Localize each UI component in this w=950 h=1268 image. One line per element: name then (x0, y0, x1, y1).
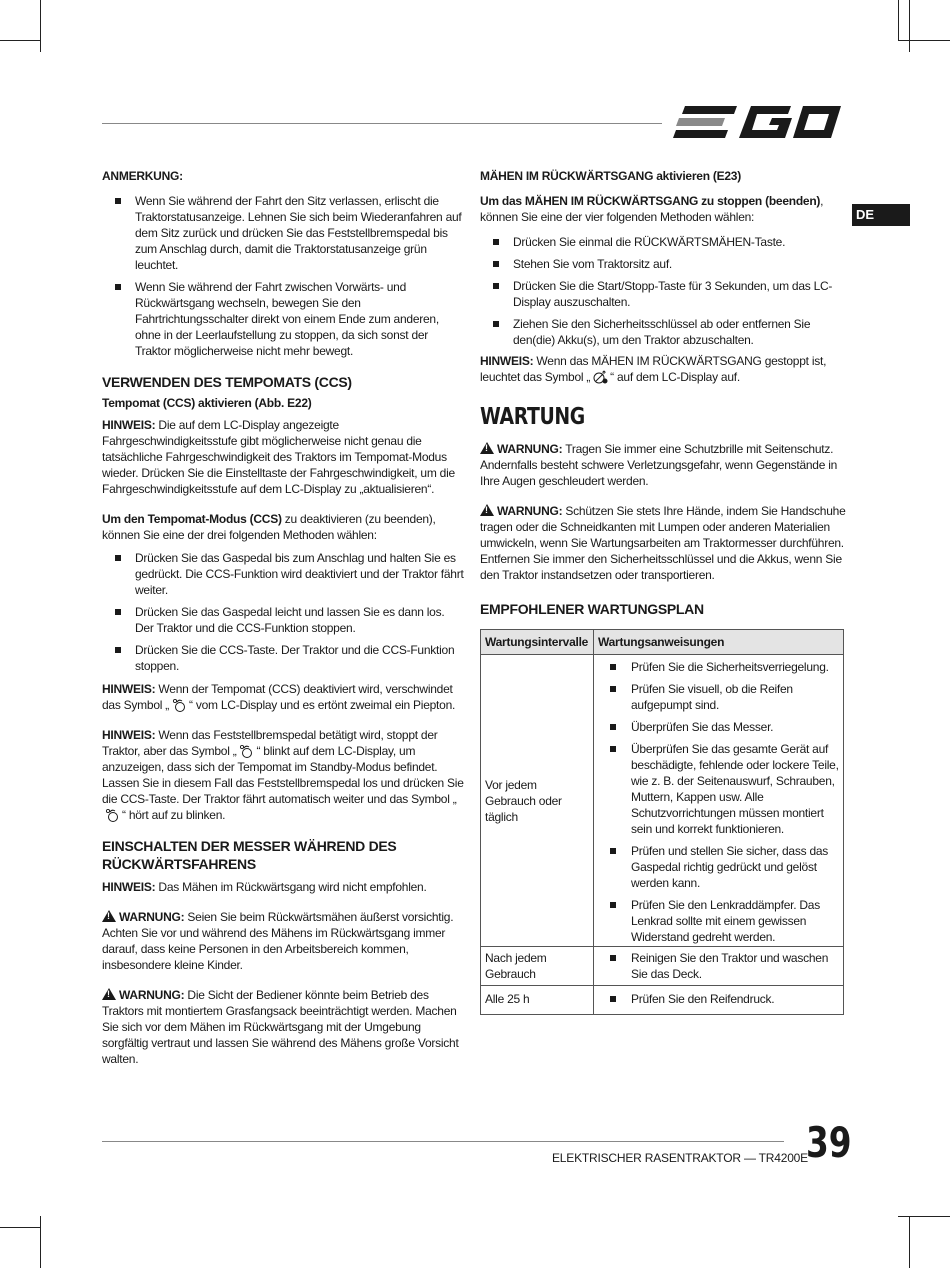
table-row (481, 655, 844, 947)
table-header-row (481, 630, 844, 655)
list-item: Wenn Sie während der Fahrt den Sitz verlassen, erlischt die Traktorstatusanzeige. Lehnen Sie sich beim Wiederanfahren auf dem Sitz zurück und drücken Sie das Feststellbremspedal bis zum Anschlag durch, damit die Traktorstatusanzeige grün leuchtet. (102, 193, 466, 273)
list-item: Prüfen Sie visuell, ob die Reifen aufgepumpt sind. (598, 681, 839, 713)
warning-paragraph (102, 909, 466, 973)
crop-mark (40, 1216, 41, 1268)
warning-label: WARNUNG: (119, 910, 185, 924)
blades-heading (102, 837, 466, 873)
deactivate-text: zu deaktivieren (zu beenden), können Sie eine der drei folgenden Methoden wählen: (102, 512, 436, 542)
hint-label: HINWEIS: (480, 354, 534, 368)
warning-paragraph (102, 987, 466, 1067)
deactivate-list (102, 550, 466, 674)
cruise-control-icon (236, 744, 256, 758)
hint-paragraph (102, 879, 466, 895)
stop-paragraph (480, 193, 846, 225)
interval-cell: Vor jedem Gebrauch oder täglich (481, 655, 594, 947)
list-item: Wenn Sie während der Fahrt zwischen Vorwärts- und Rückwärtsgang wechseln, bewegen Sie den Fahrtrichtungsschalter direkt von einem Ende zum anderen, ohne in der Leerlaufstellung zu stoppen, da sich sonst der Traktor möglicherweise nicht mehr bewegt. (102, 279, 466, 359)
hint-label: HINWEIS: (102, 728, 156, 742)
hint-text: Wenn das MÄHEN IM RÜCKWÄRTSGANG gestoppt ist, leuchtet das Symbol „ (480, 354, 827, 384)
stop-bold: Um das MÄHEN IM RÜCKWÄRTSGANG zu stoppen (beenden) (480, 194, 821, 208)
left-column (102, 168, 466, 1067)
list-item: Stehen Sie vom Traktorsitz auf. (480, 256, 846, 272)
crop-mark (0, 40, 40, 41)
hint-text: Wenn das Feststellbremspedal betätigt wird, stoppt der Traktor, aber das Symbol „ (102, 728, 438, 758)
deactivate-bold: Um den Tempomat-Modus (CCS) (102, 512, 282, 526)
warning-text: Die Sicht der Bediener könnte beim Betrieb des Traktors mit montiertem Grasfangsack beeinträchtigt werden. Machen Sie sich vor dem Mähen im Rückwärtsgang mit der Umgebung sorgfältig vertraut und lassen Sie während des Mähens große Vorsicht walten. (102, 988, 459, 1066)
stop-text: , können Sie eine der vier folgenden Methoden wählen: (480, 194, 824, 224)
crop-mark (909, 1216, 910, 1268)
instructions-list (598, 991, 839, 1007)
list-item: Prüfen Sie den Reifendruck. (598, 991, 839, 1007)
crop-mark (0, 1227, 40, 1228)
header-rule (102, 123, 662, 124)
crop-mark (898, 40, 950, 41)
hint-paragraph (480, 353, 846, 385)
note-heading: ANMERKUNG: (102, 169, 183, 183)
table-row (481, 986, 844, 1015)
deactivate-paragraph (102, 511, 466, 543)
cruise-control-icon (102, 808, 122, 822)
plan-heading: EMPFOHLENER WARTUNGSPLAN (480, 601, 704, 617)
warning-text: Tragen Sie immer eine Schutzbrille mit Seitenschutz. Andernfalls besteht schwere Verletzungsgefahr, wenn Gegenstände in Ihre Augen geschleudert werden. (480, 442, 838, 488)
table-header-cell: Wartungsanweisungen (594, 630, 844, 655)
list-item: Drücken Sie einmal die RÜCKWÄRTSMÄHEN-Taste. (480, 234, 846, 250)
interval-cell: Nach jedem Gebrauch (481, 947, 594, 986)
page-number: 39 (806, 1118, 852, 1167)
list-item: Drücken Sie das Gaspedal leicht und lassen Sie es dann los. Der Traktor und die CCS-Funktion stoppen. (102, 604, 466, 636)
warning-text: Seien Sie beim Rückwärtsmähen äußerst vorsichtig. Achten Sie vor und während des Mähens im Rückwärtsgang immer darauf, dass keine Personen in den Arbeitsbereich kommen, insbesondere kleine Kinder. (102, 910, 454, 972)
warning-label: WARNUNG: (497, 504, 563, 518)
hint-paragraph (102, 681, 466, 713)
warning-paragraph (480, 503, 846, 583)
instructions-cell (594, 986, 844, 1015)
hint-label: HINWEIS: (102, 682, 156, 696)
reverse-heading: MÄHEN IM RÜCKWÄRTSGANG aktivieren (E23) (480, 169, 741, 183)
list-item: Prüfen Sie die Sicherheitsverriegelung. (598, 659, 839, 675)
maintenance-table (480, 629, 844, 1015)
list-item: Reinigen Sie den Traktor und waschen Sie das Deck. (598, 950, 839, 982)
hint-text: Die auf dem LC-Display angezeigte Fahrgeschwindigkeitsstufe gibt möglicherweise nicht genau die tatsächliche Fahrgeschwindigkeit des Traktors im Tempomat-Modus wieder. Drücken Sie die Einstelltaste der Fahrgeschwindigkeit, um die Fahrgeschwindigkeitsstufe auf dem LC-Display zu „aktualisieren“. (102, 418, 455, 496)
list-item: Prüfen Sie den Lenkraddämpfer. Das Lenkrad sollte mit einem gewissen Widerstand gedreht werden. (598, 897, 839, 945)
note-list (102, 193, 466, 359)
warning-text: Schützen Sie stets Ihre Hände, indem Sie Handschuhe tragen oder die Schneidkanten mit Lumpen oder anderen Materialien umwickeln, wenn Sie Wartungsarbeiten am Traktormesser durchführen. Entfernen Sie immer den Sicherheitsschlüssel und die Akkus, wenn Sie den Traktor instandsetzen oder transportieren. (480, 504, 846, 582)
crop-mark (898, 0, 899, 40)
list-item: Überprüfen Sie das Messer. (598, 719, 839, 735)
hint-label: HINWEIS: (102, 418, 156, 432)
list-item: Prüfen und stellen Sie sicher, dass das Gaspedal richtig gedrückt und gelöst werden kann. (598, 843, 839, 891)
warning-label: WARNUNG: (497, 442, 563, 456)
table-row (481, 947, 844, 986)
crop-mark (898, 1216, 950, 1217)
warning-triangle-icon (480, 504, 494, 516)
crop-mark (40, 0, 41, 52)
right-column (480, 168, 846, 1015)
footer-rule (102, 1141, 784, 1142)
hint-text: “ vom LC-Display und es ertönt zweimal ein Piepton. (189, 698, 456, 712)
hint-text: Wenn der Tempomat (CCS) deaktiviert wird, verschwindet das Symbol „ (102, 682, 453, 712)
hint-label: HINWEIS: (102, 880, 156, 894)
hint-text: “ blinkt auf dem LC-Display, um anzuzeigen, dass sich der Tempomat im Standby-Modus befindet. Lassen Sie in diesem Fall das Feststellbremspedal los und drücken Sie die CCS-Taste. Der Traktor fährt automatisch weiter und das Symbol „ (102, 744, 464, 806)
list-item: Drücken Sie das Gaspedal bis zum Anschlag und halten Sie es gedrückt. Die CCS-Funktion wird deaktiviert und der Traktor fährt weiter. (102, 550, 466, 598)
reverse-mow-icon (590, 370, 610, 384)
table-header-cell: Wartungsintervalle (481, 630, 594, 655)
instructions-list (598, 950, 839, 982)
interval-cell: Alle 25 h (481, 986, 594, 1015)
blades-heading-line: RÜCKWÄRTSFAHRENS (102, 856, 256, 872)
list-item: Überprüfen Sie das gesamte Gerät auf beschädigte, fehlende oder lockere Teile, wie z. B. der Seitenauswurf, Schrauben, Muttern, Kappen usw. Alle Schutzvorrichtungen müssen montiert sein und korrekt funktionieren. (598, 741, 839, 837)
hint-paragraph (102, 727, 466, 823)
ccs-heading: VERWENDEN DES TEMPOMATS (CCS) (102, 374, 352, 390)
hint-text: “ hört auf zu blinken. (122, 808, 226, 822)
list-item: Drücken Sie die Start/Stopp-Taste für 3 Sekunden, um das LC-Display auszuschalten. (480, 278, 846, 310)
warning-paragraph (480, 441, 846, 489)
list-item: Ziehen Sie den Sicherheitsschlüssel ab oder entfernen Sie den(die) Akku(s), um den Traktor abzuschalten. (480, 316, 846, 348)
ego-logo (673, 104, 843, 147)
instructions-cell (594, 655, 844, 947)
warning-triangle-icon (480, 442, 494, 454)
hint-text: Das Mähen im Rückwärtsgang wird nicht empfohlen. (155, 880, 427, 894)
footer-title: ELEKTRISCHER RASENTRAKTOR — TR4200E (552, 1151, 808, 1165)
list-item: Drücken Sie die CCS-Taste. Der Traktor und die CCS-Funktion stoppen. (102, 642, 466, 674)
ccs-subheading: Tempomat (CCS) aktivieren (Abb. E22) (102, 396, 312, 410)
stop-list (480, 234, 846, 348)
instructions-list (598, 659, 839, 945)
hint-text: “ auf dem LC-Display auf. (610, 370, 740, 384)
warning-triangle-icon (102, 988, 116, 1000)
warning-label: WARNUNG: (119, 988, 185, 1002)
language-tab: DE (852, 204, 910, 226)
hint-paragraph (102, 417, 466, 497)
instructions-cell (594, 947, 844, 986)
crop-mark (909, 0, 910, 52)
cruise-control-icon (169, 698, 189, 712)
blades-heading-line: EINSCHALTEN DER MESSER WÄHREND DES (102, 838, 397, 854)
maintenance-heading: WARTUNG (480, 404, 585, 430)
warning-triangle-icon (102, 910, 116, 922)
